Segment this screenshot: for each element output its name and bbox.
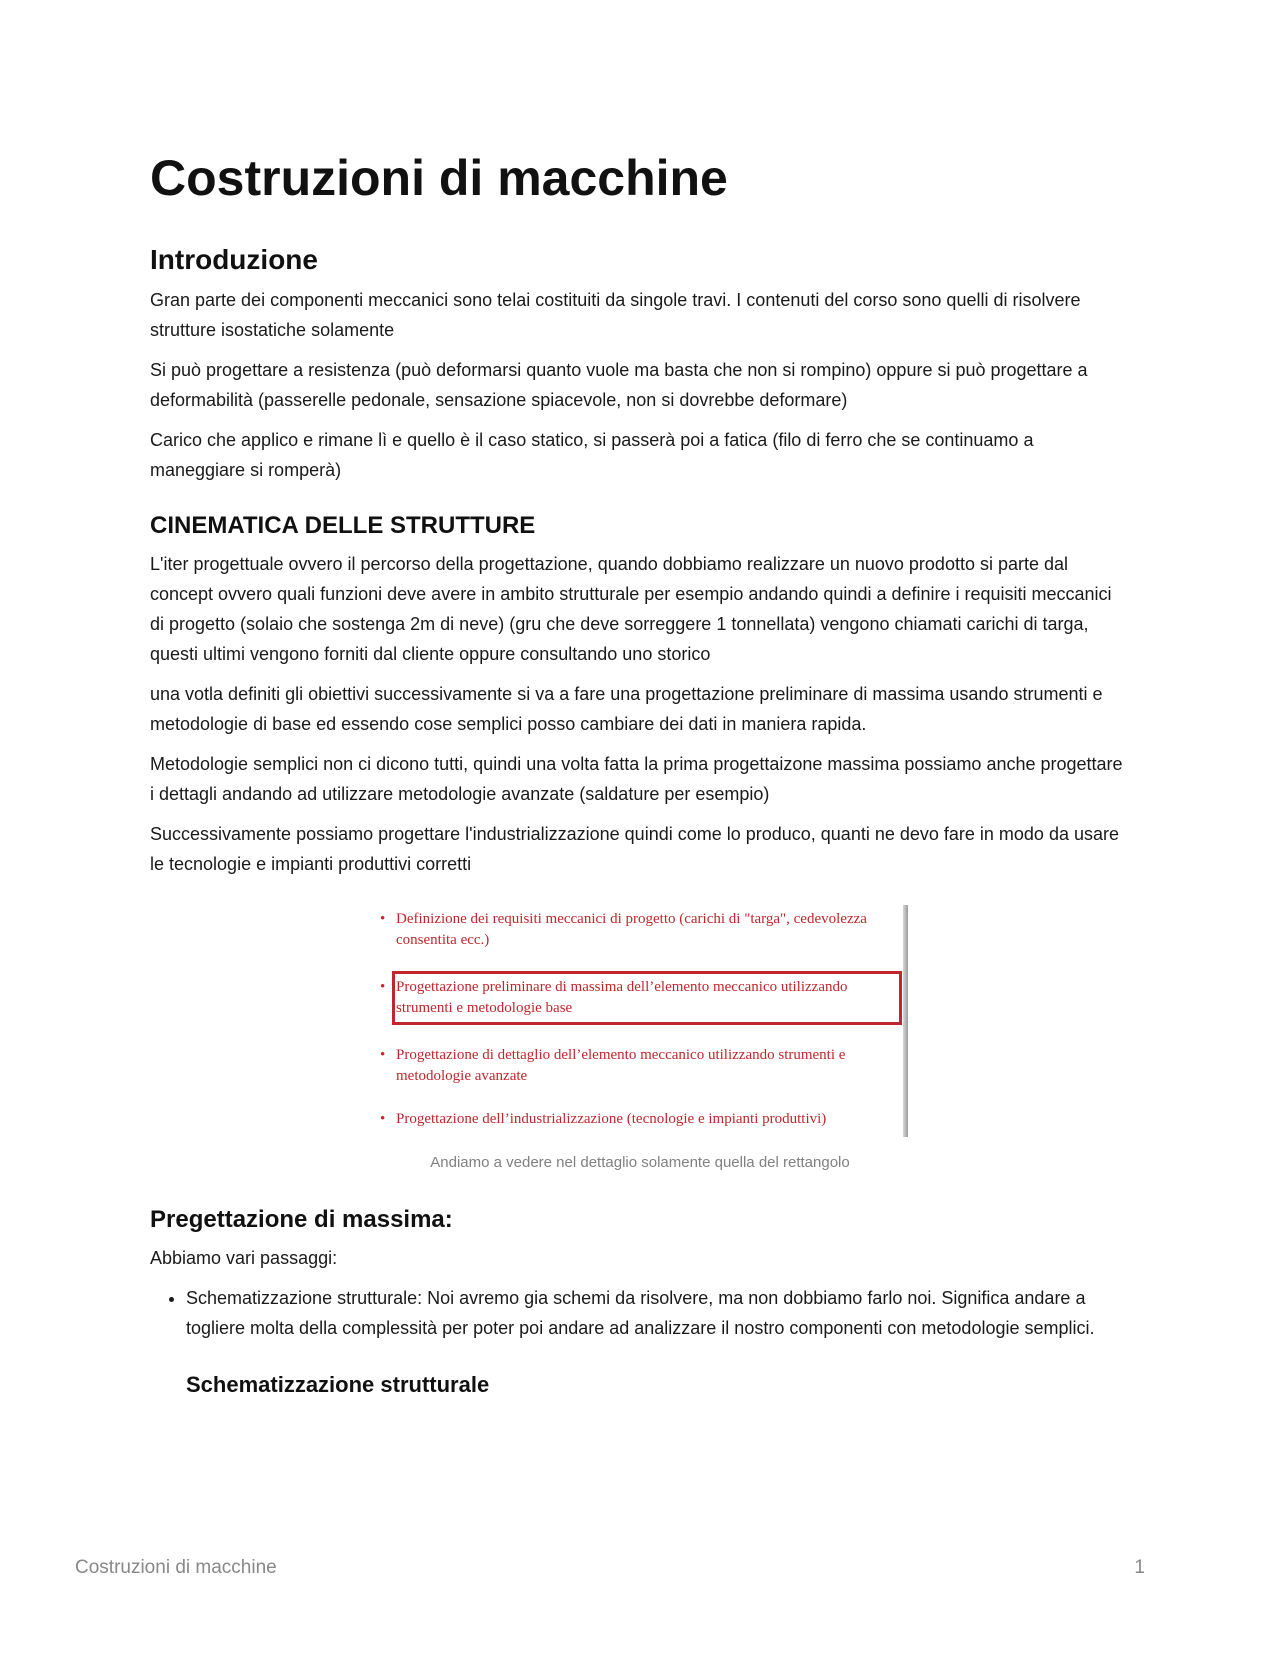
list-item: • Schematizzazione strutturale: Noi avremo gia schemi da risolvere, ma non dobbiamo farlo noi. Significa andare a togliere molta della complessità per poter poi andare ad analizzare il nostro componenti con metodologie semplici.: [186, 1283, 1130, 1343]
bullet-icon: •: [380, 1046, 386, 1063]
figure-caption: Andiamo a vedere nel dettaglio solamente quella del rettangolo: [430, 1153, 850, 1171]
bullet-icon: •: [380, 910, 386, 927]
slide-item: • Progettazione dell’industrializzazione (tecnologie e impianti produttivi): [380, 1109, 890, 1130]
slide-image: [372, 905, 908, 1137]
design-steps-figure: [150, 905, 1130, 1171]
bullet-icon: •: [380, 1110, 386, 1127]
cinematica-paragraph: una votla definiti gli obiettivi successivamente si va a fare una progettazione preliminare di massima usando strumenti e metodologie di base ed essendo cose semplici posso cambiare dei dati in maniera rapida.: [150, 683, 1103, 734]
bullet-icon: •: [380, 978, 386, 995]
schematizzazione-heading: Schematizzazione strutturale: [186, 1371, 490, 1397]
document-page: [150, 150, 1130, 1398]
massima-list: [150, 1283, 1130, 1343]
section-cinematica: [150, 511, 1130, 879]
intro-paragraph: Gran parte dei componenti meccanici sono telai costituiti da singole travi. I contenuti del corso sono quelli di risolvere strutture isostatiche solamente: [150, 289, 1081, 340]
massima-heading: Pregettazione di massima:: [150, 1205, 453, 1233]
slide-item: • Progettazione di dettaglio dell’elemento meccanico utilizzando strumenti e metodologie avanzate: [380, 1046, 846, 1084]
section-massima: [150, 1205, 1130, 1399]
cinematica-paragraph: Successivamente possiamo progettare l'industrializzazione quindi come lo produco, quanti ne devo fare in modo da usare le tecnologie e impianti produttivi corretti: [150, 823, 1119, 874]
slide-item-highlighted: • Progettazione preliminare di massima dell’elemento meccanico utilizzando strumenti e metodologie base: [380, 978, 848, 1016]
intro-heading: Introduzione: [150, 243, 318, 275]
document-title: Costruzioni di macchine: [150, 150, 728, 206]
slide-edge: [903, 905, 908, 1137]
intro-paragraph: Si può progettare a resistenza (può deformarsi quanto vuole ma basta che non si rompino) oppure si può progettare a deformabilità (passerelle pedonale, sensazione spiacevole, non si dovrebbe deformare): [150, 359, 1088, 410]
cinematica-paragraph: Metodologie semplici non ci dicono tutti, quindi una volta fatta la prima progettaizone massima possiamo anche progettare i dettagli andando ad utilizzare metodologie avanzate (saldature per esempio): [150, 753, 1123, 804]
highlight-rectangle: [392, 971, 902, 1025]
slide-item: • Definizione dei requisiti meccanici di progetto (carichi di "targa", cedevolezza consentita ecc.): [380, 910, 867, 948]
intro-paragraph: Carico che applico e rimane lì e quello è il caso statico, si passerà poi a fatica (filo di ferro che se continuamo a maneggiare si romperà): [150, 429, 1034, 480]
page-number: 1: [1134, 1557, 1145, 1578]
cinematica-paragraph: L'iter progettuale ovvero il percorso della progettazione, quando dobbiamo realizzare un nuovo prodotto si parte dal concept ovvero quali funzioni deve avere in ambito strutturale per esempio andando quindi a definire i requisiti meccanici di progetto (solaio che sostenga 2m di neve) (gru che deve sorreggere 1 tonnellata) vengono chiamati carichi di targa, questi ultimi vengono forniti dal cliente oppure consultando uno storico: [150, 553, 1112, 664]
cinematica-heading: CINEMATICA DELLE STRUTTURE: [150, 511, 536, 539]
section-introduzione: [150, 242, 1130, 485]
massima-intro: Abbiamo vari passaggi:: [150, 1247, 338, 1268]
footer-title: Costruzioni di macchine: [75, 1557, 277, 1578]
